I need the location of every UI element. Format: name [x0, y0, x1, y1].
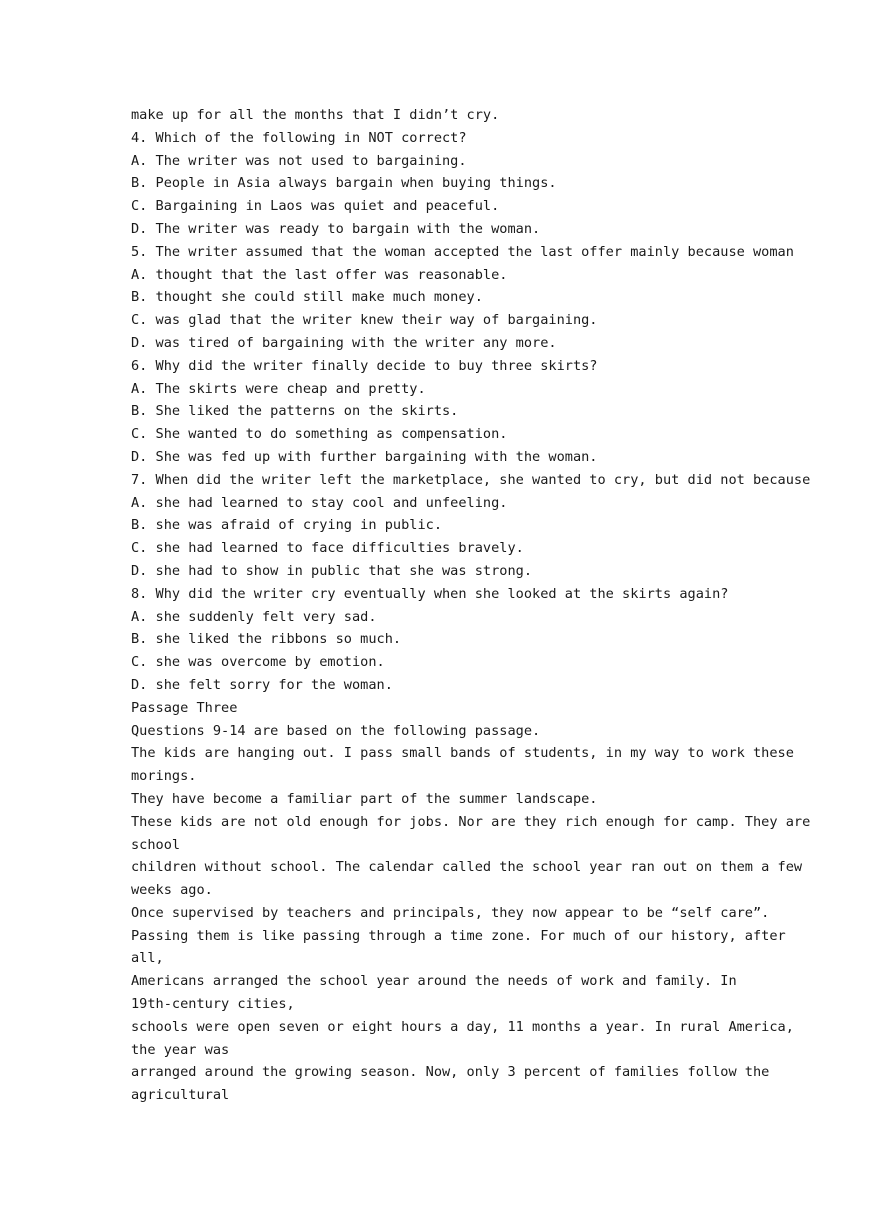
option-d: D. she felt sorry for the woman.	[131, 676, 393, 693]
option-c: C. she had learned to face difficulties bravely.	[131, 540, 524, 557]
passage-text-line: 19th-century cities,	[131, 996, 295, 1013]
text-line: make up for all the months that I didn’t cry.	[131, 107, 500, 123]
option-b: B. she liked the ribbons so much.	[131, 631, 402, 648]
option-c: C. Bargaining in Laos was quiet and peaceful.	[131, 198, 500, 215]
passage-text-line: agricultural	[131, 1087, 230, 1104]
passage-text-line: arranged around the growing season. Now, only 3 percent of families follow the	[131, 1064, 770, 1081]
passage-text-line: the year was	[131, 1041, 230, 1058]
question-7: 7. When did the writer left the marketplace, she wanted to cry, but did not because	[131, 471, 811, 488]
passage-text-line: schools were open seven or eight hours a day, 11 months a year. In rural America,	[131, 1018, 794, 1035]
passage-text-line: The kids are hanging out. I pass small bands of students, in my way to work these	[131, 745, 794, 762]
option-b: B. thought she could still make much money.	[131, 289, 483, 306]
passage-text-line: Once supervised by teachers and principals, they now appear to be “self care”.	[131, 904, 770, 921]
question-5: 5. The writer assumed that the woman accepted the last offer mainly because woman	[131, 243, 794, 260]
passage-text-line: school	[131, 836, 181, 853]
option-d: D. The writer was ready to bargain with the woman.	[131, 220, 541, 237]
passage-text-line: weeks ago.	[131, 882, 213, 899]
option-d: D. she had to show in public that she was strong.	[131, 562, 533, 579]
option-d: D. She was fed up with further bargaining with the woman.	[131, 448, 598, 465]
option-d: D. was tired of bargaining with the writer any more.	[131, 334, 557, 351]
option-c: C. She wanted to do something as compensation.	[131, 426, 508, 443]
question-6: 6. Why did the writer finally decide to buy three skirts?	[131, 357, 598, 374]
option-b: B. she was afraid of crying in public.	[131, 517, 442, 534]
option-c: C. was glad that the writer knew their way of bargaining.	[131, 312, 598, 329]
passage-text-line: morings.	[131, 768, 197, 785]
option-a: A. she suddenly felt very sad.	[131, 608, 377, 625]
option-b: B. She liked the patterns on the skirts.	[131, 403, 459, 420]
option-a: A. she had learned to stay cool and unfeeling.	[131, 494, 508, 511]
option-c: C. she was overcome by emotion.	[131, 654, 385, 671]
option-a: A. thought that the last offer was reasonable.	[131, 266, 508, 283]
option-b: B. People in Asia always bargain when buying things.	[131, 175, 557, 192]
passage-instructions: Questions 9-14 are based on the following passage.	[131, 722, 541, 739]
passage-text-line: These kids are not old enough for jobs. Nor are they rich enough for camp. They are	[131, 813, 811, 830]
option-a: A. The skirts were cheap and pretty.	[131, 380, 426, 397]
option-a: A. The writer was not used to bargaining.	[131, 152, 467, 169]
passage-text-line: Passing them is like passing through a time zone. For much of our history, after	[131, 927, 786, 944]
passage-text-line: Americans arranged the school year around the needs of work and family. In	[131, 973, 737, 990]
question-8: 8. Why did the writer cry eventually when she looked at the skirts again?	[131, 585, 729, 602]
question-4: 4. Which of the following in NOT correct?	[131, 129, 467, 146]
passage-text-line: They have become a familiar part of the summer landscape.	[131, 790, 598, 807]
passage-heading: Passage Three	[131, 699, 238, 716]
passage-text-line: all,	[131, 950, 164, 967]
passage-text-line: children without school. The calendar called the school year ran out on them a few	[131, 859, 803, 876]
document-text	[131, 104, 811, 1107]
